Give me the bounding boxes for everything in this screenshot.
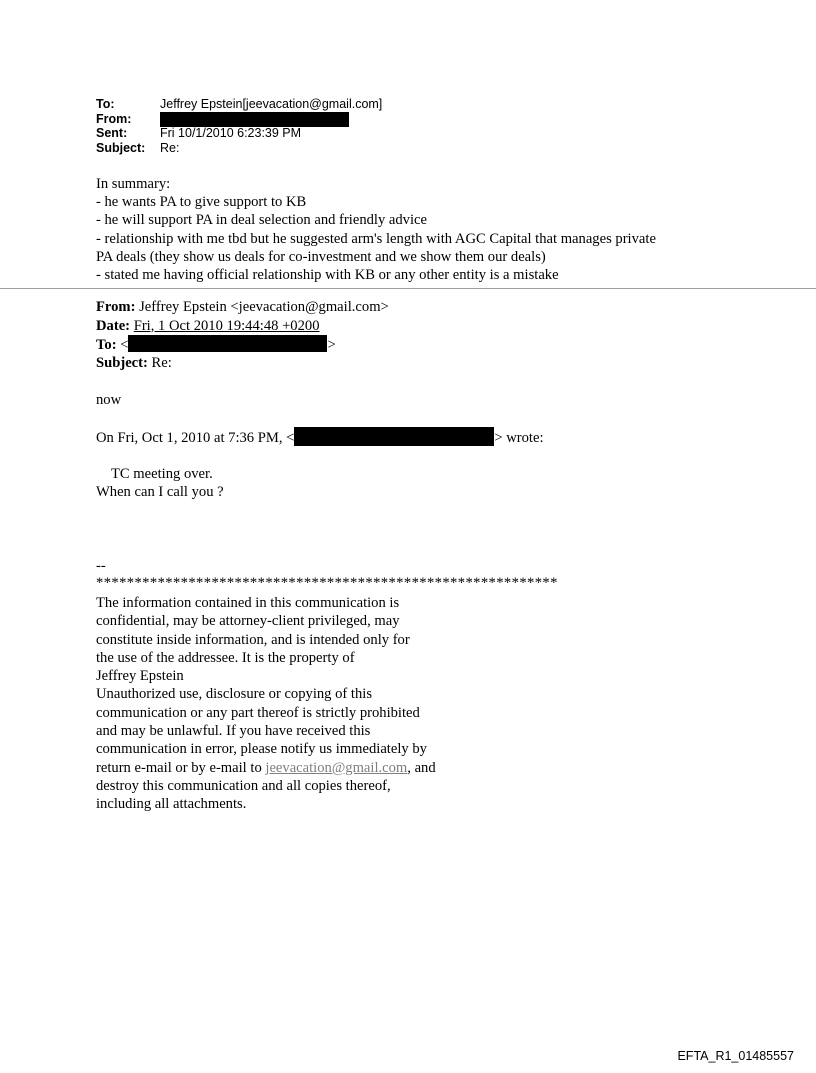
attribution-suffix: > wrote: [494,430,544,446]
email-link[interactable]: jeevacation@gmail.com [265,759,408,776]
summary-line: - stated me having official relationship with KB or any other entity is a mistake [96,266,559,283]
disclaimer-line: constitute inside information, and is intended only for [96,631,410,648]
subject-label: Subject: [96,140,146,155]
quoted-email-header [96,298,389,372]
document-id: EFTA_R1_01485557 [677,1049,794,1063]
disclaimer-line: Jeffrey Epstein [96,668,184,685]
summary-line: PA deals (they show us deals for co-investment and we show them our deals) [96,248,546,265]
header-from-row [96,112,382,127]
quoted-from-label: From: [96,299,136,315]
summary-line: - relationship with me tbd but he suggested arm's length with AGC Capital that manages private [96,230,656,247]
to-value: Jeffrey Epstein[jeevacation@gmail.com] [160,97,383,111]
quoted-to-row [96,335,389,354]
summary-line: - he will support PA in deal selection and friendly advice [96,212,427,229]
disclaimer-line: communication or any part thereof is strictly prohibited [96,704,420,721]
header-subject-row [96,141,382,156]
redaction-bar [294,427,494,446]
quoted-subject-value: Re: [151,354,172,371]
from-value [160,112,349,127]
attribution-prefix: On Fri, Oct 1, 2010 at 7:36 PM, < [96,430,295,446]
quoted-from-value: Jeffrey Epstein <jeevacation@gmail.com> [139,299,389,315]
disclaimer-line [96,759,436,777]
disclaimer-line: the use of the addressee. It is the property of [96,649,355,666]
quoted-to-label: To: [96,337,117,353]
disclaimer-line: destroy this communication and all copies thereof, [96,777,391,794]
disclaimer-line: The information contained in this communication is [96,595,400,611]
header-to-row [96,97,382,112]
message-line: When can I call you ? [96,484,224,500]
confidentiality-disclaimer [96,594,436,814]
from-label: From: [96,111,132,126]
header-sent-row [96,126,382,141]
sent-label: Sent: [96,126,128,140]
message-divider [0,288,816,289]
redaction-bar [160,112,349,127]
summary-line: In summary: [96,176,171,192]
redaction-bar [128,335,327,352]
quoted-from-row [96,298,389,317]
sent-value: Fri 10/1/2010 6:23:39 PM [160,126,302,140]
quoted-body: now [96,392,122,408]
disclaimer-line: Unauthorized use, disclosure or copying of this [96,686,373,703]
quoted-date-row [96,317,389,336]
quoted-to-open: < [120,337,129,353]
quoted-date-label: Date: [96,317,131,334]
return-prefix: return e-mail or by e-mail to [96,759,266,776]
to-label: To: [96,97,115,111]
quoted-subject-label: Subject: [96,354,148,371]
return-suffix: , and [407,759,436,776]
attribution-line [96,427,544,448]
summary-block [96,175,656,284]
disclaimer-line: confidential, may be attorney-client privileged, may [96,613,400,630]
quoted-subject-row [96,354,389,373]
summary-line: - he wants PA to give support to KB [96,194,307,211]
message-line: TC meeting over. [111,466,213,482]
signature-dash: -- [96,558,106,574]
signature-stars: ************************************************************ [96,575,558,591]
email-header [96,97,382,155]
quoted-date-value: Fri, 1 Oct 2010 19:44:48 +0200 [133,317,320,334]
disclaimer-line: communication in error, please notify us immediately by [96,741,427,758]
subject-value: Re: [160,140,180,155]
disclaimer-line: including all attachments. [96,796,247,813]
disclaimer-line: and may be unlawful. If you have received this [96,723,371,740]
quoted-to-close: > [327,337,336,353]
